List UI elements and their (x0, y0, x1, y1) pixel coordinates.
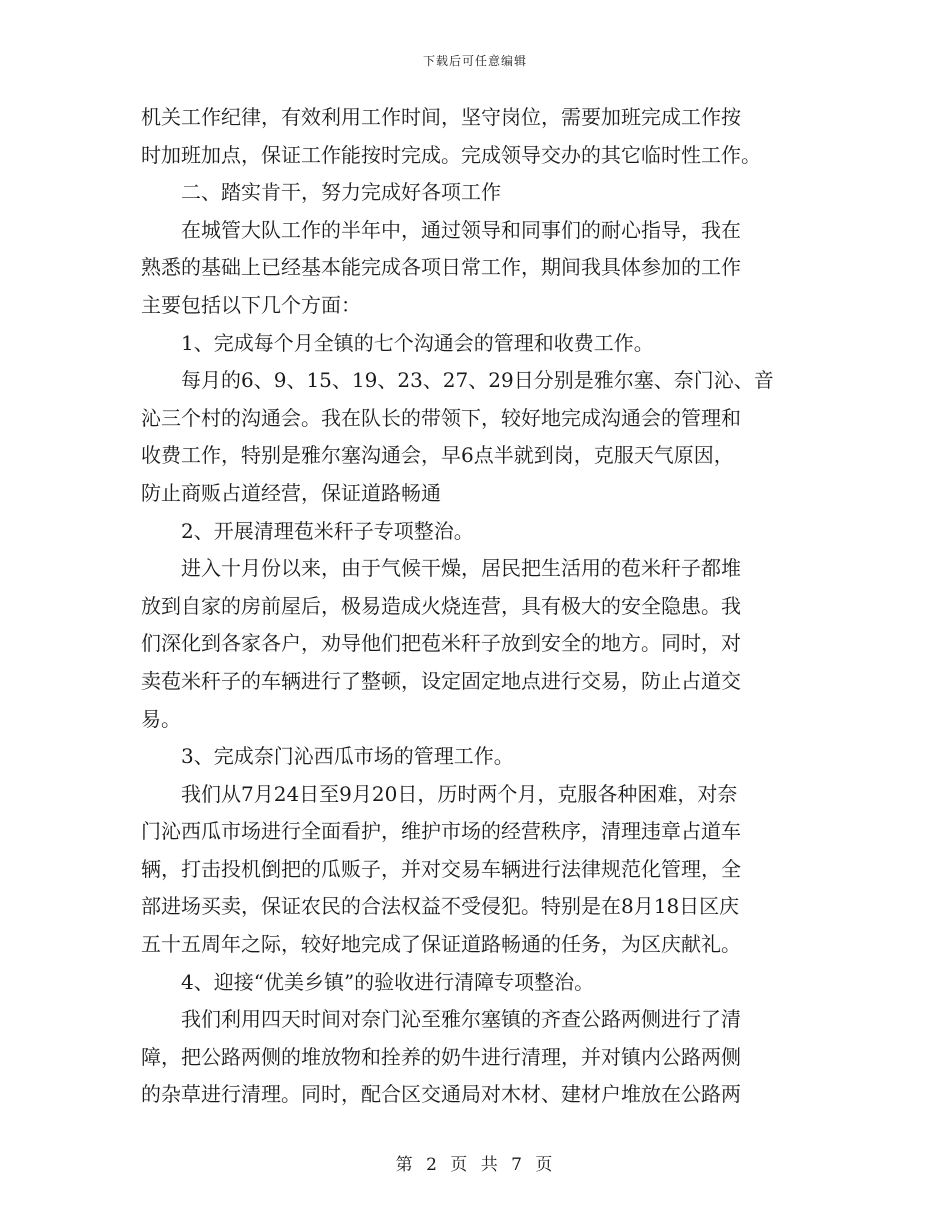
paragraph-intro: 在城管大队工作的半年中，通过领导和同事们的耐心指导，我在 熟悉的基础上已经基本能完成各项日常工作，期间我具体参加的工作 主要包括以下几个方面： (141, 217, 741, 317)
document-body (141, 99, 811, 1114)
section-heading-2: 二、踏实肯干，努力完成好各项工作 (141, 180, 501, 205)
paragraph-item-3: 我们从7月24日至9月20日，历时两个月，克服各种困难，对奈 门沁西瓜市场进行全面看护，维护市场的经营秩序，清理违章占道车 辆，打击投机倒把的瓜贩子，并对交易车辆进行法律规范化管理，全 部进场买卖，保证农民的合法权益不受侵犯。特别是在8月18日区庆 五十五周年之际，较好地完成了保证道路畅通的任务，为区庆献礼。 (141, 781, 741, 957)
paragraph-discipline: 机关工作纪律，有效利用工作时间，坚守岗位，需要加班完成工作按 时加班加点，保证工作能按时完成。完成领导交办的其它临时性工作。 (141, 105, 761, 167)
item-heading-4: 4、迎接“优美乡镇”的验收进行清障专项整治。 (141, 969, 595, 994)
item-heading-1: 1、完成每个月全镇的七个沟通会的管理和收费工作。 (141, 330, 654, 355)
paragraph-item-1: 每月的6、9、15、19、23、27、29日分别是雅尔塞、奈门沁、音 沁三个村的沟通会。我在队长的带领下，较好地完成沟通会的管理和 收费工作，特别是雅尔塞沟通会，早6点半就到岗，克服天气原因， 防止商贩占道经营，保证道路畅通 (141, 368, 774, 505)
item-heading-3: 3、完成奈门沁西瓜市场的管理工作。 (141, 744, 514, 769)
page-header-note: 下载后可任意编辑 (422, 54, 527, 68)
page-number-footer: 第 2 页 共 7 页 (395, 1155, 555, 1175)
paragraph-item-2: 进入十月份以来，由于气候干燥，居民把生活用的苞米秆子都堆 放到自家的房前屋后，极易造成火烧连营，具有极大的安全隐患。我 们深化到各家各户，劝导他们把苞米秆子放到安全的地方。同时，对 卖苞米秆子的车辆进行了整顿，设定固定地点进行交易，防止占道交 易。 (141, 556, 741, 731)
item-heading-2: 2、开展清理苞米秆子专项整治。 (141, 518, 474, 543)
paragraph-item-4: 我们利用四天时间对奈门沁至雅尔塞镇的齐查公路两侧进行了清 障，把公路两侧的堆放物和拴养的奶牛进行清理，并对镇内公路两侧 的杂草进行清理。同时，配合区交通局对木材、建材户堆放在公路两 (141, 1007, 741, 1107)
